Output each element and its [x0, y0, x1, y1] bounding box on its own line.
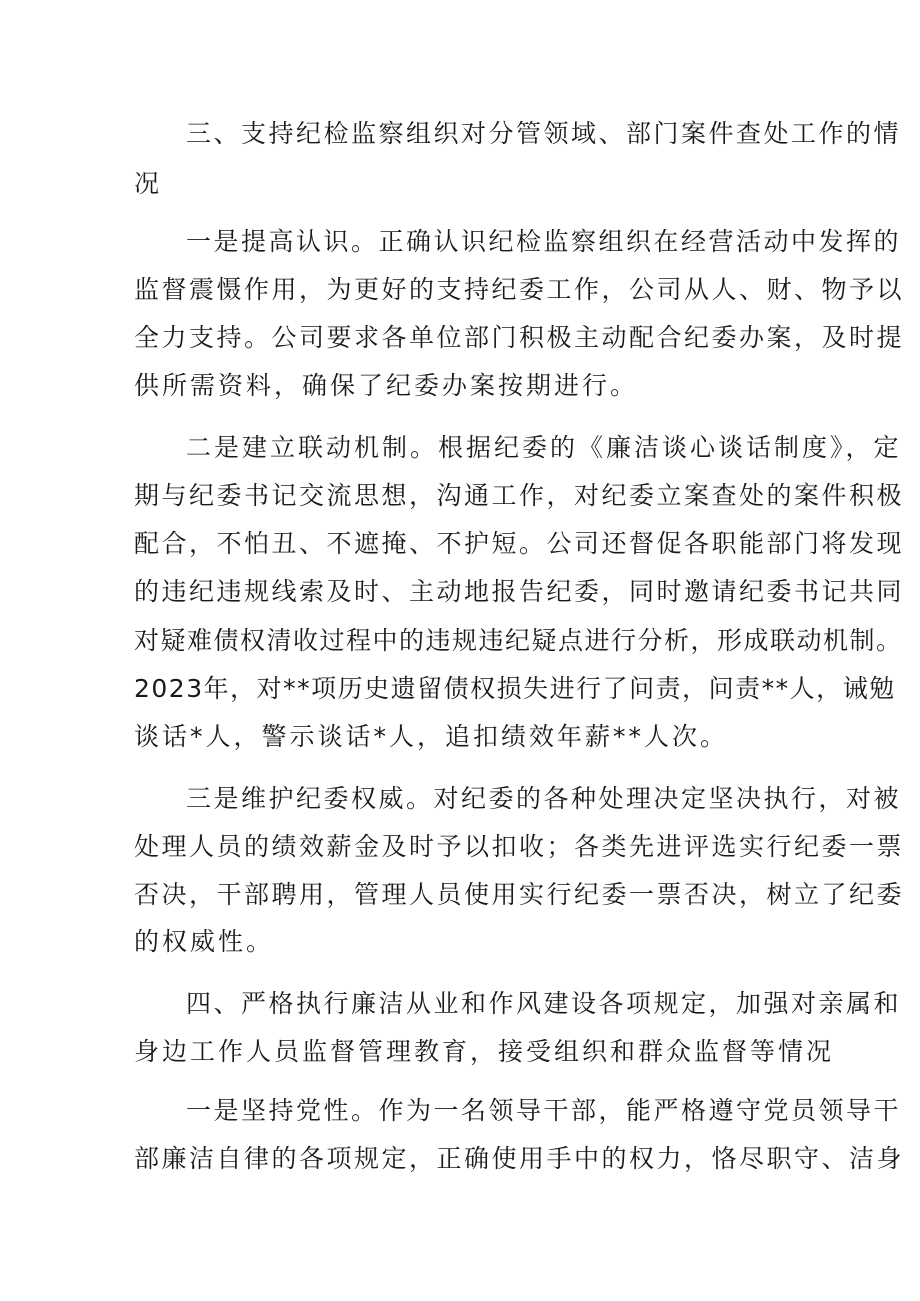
paragraph-line: 全力支持。公司要求各单位部门积极主动配合纪委办案，及时提: [134, 323, 905, 352]
paragraph-line: 一是坚持党性。作为一名领导干部，能严格遵守党员领导干: [186, 1096, 902, 1125]
paragraph-line: 三是维护纪委权威。对纪委的各种处理决定坚决执行，对被: [186, 784, 902, 813]
paragraph-line: 对疑难债权清收过程中的违规违纪疑点进行分析，形成联动机制。: [134, 626, 903, 655]
paragraph-line: 期与纪委书记交流思想，沟通工作，对纪委立案查处的案件积极: [134, 481, 905, 510]
paragraph-line: 的权威性。: [134, 927, 275, 956]
paragraph-line: 否决，干部聘用，管理人员使用实行纪委一票否决，树立了纪委: [134, 880, 905, 909]
paragraph-line: 配合，不怕丑、不遮掩、不护短。公司还督促各职能部门将发现: [134, 529, 905, 558]
section-heading-4-line-2: 身边工作人员监督管理教育，接受组织和群众监督等情况: [134, 1037, 835, 1066]
paragraph-line: 二是建立联动机制。根据纪委的《廉洁谈心谈话制度》，定: [186, 433, 902, 462]
paragraph-line: 供所需资料，确保了纪委办案按期进行。: [134, 371, 639, 400]
section-heading-3-line-1: 三、支持纪检监察组织对分管领域、部门案件查处工作的情: [186, 119, 902, 148]
paragraph-line: 部廉洁自律的各项规定，正确使用手中的权力，恪尽职守、洁身: [134, 1144, 905, 1173]
paragraph-line: 一是提高认识。正确认识纪检监察组织在经营活动中发挥的: [186, 227, 902, 256]
section-heading-4-line-1: 四、严格执行廉洁从业和作风建设各项规定，加强对亲属和: [186, 989, 902, 1018]
section-heading-3-line-2: 况: [134, 169, 163, 198]
paragraph-line: 监督震慑作用，为更好的支持纪委工作，公司从人、财、物予以: [134, 275, 905, 304]
paragraph-line: 2023年，对**项历史遗留债权损失进行了问责，问责**人，诫勉: [134, 674, 896, 703]
paragraph-line: 处理人员的绩效薪金及时予以扣收；各类先进评选实行纪委一票: [134, 832, 905, 861]
paragraph-line: 的违纪违规线索及时、主动地报告纪委，同时邀请纪委书记共同: [134, 577, 905, 606]
paragraph-line: 谈话*人，警示谈话*人，追扣绩效年薪**人次。: [134, 722, 729, 751]
